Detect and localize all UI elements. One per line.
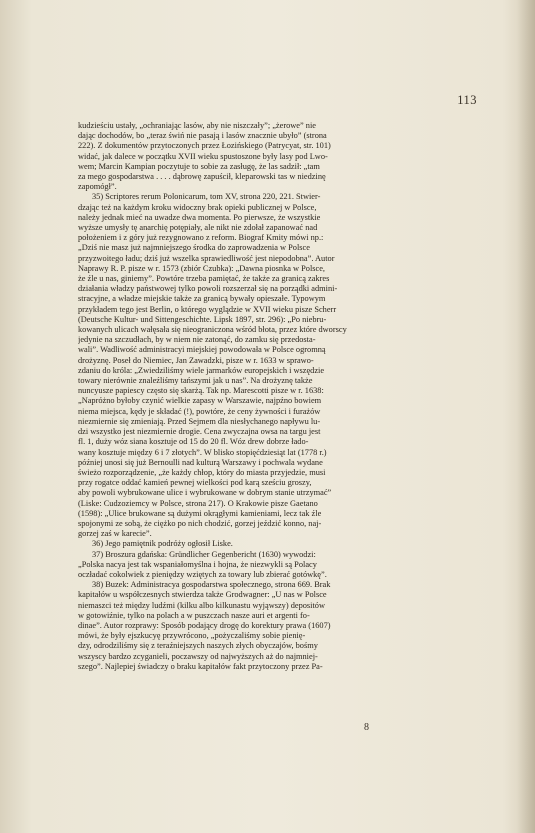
text-line: niema miejsca, kędy je składać (!), powtóre, że ceny żywności i furażów: [78, 406, 321, 416]
page-edge-shadow: [517, 0, 535, 833]
text-line: 222). Z dokumentów przytoczonych przez Łozińskiego (Patrycyat, str. 101): [78, 141, 331, 151]
text-line: „Napróżno byłoby czynić wielkie zapasy w Warszawie, najpźno bowiem: [78, 396, 322, 406]
text-line: że źle u nas, giniemy”. Powtóre trzeba pamiętać, że także za granicą zakres: [78, 274, 330, 284]
printer-signature-mark: 8: [364, 722, 369, 733]
text-line: później unosi się już Bernoulli nad kulturą Warszawy i pochwala wydane: [78, 457, 323, 467]
text-line: przyzwoitego ładu; dziś już wszelka sprawiedliwość jest niepodobna”. Autor: [78, 253, 335, 263]
text-line: w gotowiźnie, tylko na polach a w puszczach nasze auri et argenti fo-: [78, 610, 310, 620]
text-line: spojonymi ze sobą, że ciężko po nich chodzić, gorzej jeździć konno, naj-: [78, 518, 322, 528]
text-line: działania władzy państwowej tylko powoli rozszerzał się na porządki admini-: [78, 284, 338, 294]
text-line: szego”. Najlepiej świadczy o braku kapitałów fakt przytoczony przez Pa-: [78, 661, 323, 671]
footnotes-text-block: [78, 121, 460, 672]
text-line: mówi, że były ejszkucyę przywrócono, „pożyczaliśmy sobie pienię-: [78, 631, 306, 641]
text-line: fl. 1, duży wóz siana kosztuje od 15 do 20 fl. Wóz drew dobrze łado-: [78, 437, 309, 447]
text-line: (1598): „Ulice brukowane są dużymi okrągłymi kamieniami, lecz tak źle: [78, 508, 322, 518]
text-line: „Polska nacya jest tak wspaniałomyślna i hojna, że niezwykli są Polacy: [78, 559, 317, 569]
text-line: 35) Scriptores rerum Polonicarum, tom XV, strona 220, 221. Stwier-: [92, 192, 321, 202]
text-line: (Liske: Cudzoziemcy w Polsce, strona 217). O Krakowie pisze Gaetano: [78, 498, 318, 508]
text-line: dzi wszystko jest niezmiernie drogie. Cena zwyczajna owsa na targu jest: [78, 427, 321, 437]
text-line: wany kosztuje między 6 i 7 złotych”. W blisko stopięćdziesiąt lat (1778 r.): [78, 447, 327, 457]
text-line: zapomógł”.: [78, 182, 117, 192]
text-line: wyższe umysły tę anarchię potępiały, ale nikt nie zdołał zapanować nad: [78, 223, 318, 233]
text-line: wem; Marcin Kampian poczytuje to sobie za zasługę, że las sadził: „tam: [78, 161, 320, 171]
text-line: oczładać cokolwiek z pieniędzy wziętych za towary lub zbierać gotówkę”.: [78, 569, 327, 579]
text-line: niezmiernie się zmieniają. Przed Sejmem dla niesłychanego napływu lu-: [78, 416, 321, 426]
text-line: Naprawy R. P. pisze w r. 1573 (zbiór Czubka): „Dawna piosnka w Polsce,: [78, 263, 326, 273]
text-line: dzy, odrodziliśmy się z teraźniejszych naszych złych obyczajów, bośmy: [78, 641, 318, 651]
text-line: zdaniu do króla: „Zwiedziliśmy wiele jarmarków europejskich i wszędzie: [78, 365, 325, 375]
text-line: jedynie na szczudłach, by w niem nie zatonąć, do zamku się przedosta-: [78, 335, 316, 345]
text-line: 36) Jego pamiętnik podróży ogłosił Liske.: [92, 539, 233, 549]
text-line: „Dziś nie masz już najmniejszego środka do zaprowadzenia w Polsce: [78, 243, 310, 253]
page-number: 113: [457, 93, 477, 107]
text-line: należy jednak mieć na uwadze dwa momenta. Po pierwsze, że wszystkie: [78, 212, 321, 222]
text-line: kapitałów u współczesnych stwierdza także Grodwagner: „U nas w Polsce: [78, 590, 327, 600]
text-line: aby powoli wybrukowane ulice i wybrukowane w dobrym stanie utrzymać”: [78, 488, 332, 498]
text-line: nuncyusze papiescy często się skarżą. Tak np. Marescotti pisze w r. 1638:: [78, 386, 324, 396]
text-line: widać, jak dalece w początku XVII wieku spustoszone były lasy pod Lwo-: [78, 151, 328, 161]
text-line: dając dochodów, bo „teraz świń nie pasają i lasów znacznie ubyło” (strona: [78, 131, 327, 141]
text-line: położeniem i z góry już rezygnowano z reform. Biograf Kmity mówi np.:: [78, 233, 324, 243]
text-line: świeżo rozporządzenie, „że każdy chłop, który do miasta przyjedzie, musi: [78, 467, 326, 477]
text-line: kudzieściu ustały, „ochraniając lasów, aby nie niszczały”; „żerowe” nie: [78, 121, 316, 130]
text-line: 38) Buzek: Administracya gospodarstwa społecznego, strona 669. Brak: [92, 580, 331, 590]
text-line: (Deutsche Kultur- und Sittengeschichte. Lipsk 1897, str. 296): „Po niebru-: [78, 314, 327, 324]
text-line: dzając też na każdym kroku widoczny brak opieki publicznej w Polsce,: [78, 202, 317, 212]
text-line: przykładem tego jest Berlin, o którego wyglądzie w XVII wieku pisze Scherr: [78, 304, 337, 314]
text-line: towary nierównie znaleźliśmy tańszymi jak u nas”. Na drożyznę także: [78, 376, 313, 386]
text-line: niemaszci też między ludźmi (kilku albo kilkunastu wyjąwszy) depositów: [78, 600, 326, 610]
text-line: za mego gospodarstwa . . . . dąbrowę zapuścił, kleparowski tas w niedzinę: [78, 172, 326, 182]
text-line: kowanych ulicach wałęsała się nieograniczona wśród błota, przez które dworscy: [78, 325, 347, 335]
text-line: dinae”. Autor rozprawy: Sposób podający drogę do korektury prawa (1607): [78, 620, 331, 630]
text-line: wszyscy bardzo zcyganieli, poczawszy od najwyższych aż do najmniej-: [78, 651, 318, 661]
text-line: stracyjne, a władze miejskie także za granicą bywały opieszałe. Typowym: [78, 294, 326, 304]
text-line: wali”. Wadliwość administracyi miejskiej powodowała w Polsce ogromną: [78, 345, 326, 355]
text-line: przy rogatce oddać kamień pewnej wielkości pod karą sześciu groszy,: [78, 478, 312, 488]
text-line: gorzej zaś w karecie”.: [78, 529, 152, 539]
text-line: 37) Broszura gdańska: Gründlicher Gegenbericht (1630) wywodzi:: [92, 549, 316, 559]
text-line: drożyznę. Poseł do Niemiec, Jan Zawadzki, pisze w r. 1633 w sprawo-: [78, 355, 314, 365]
